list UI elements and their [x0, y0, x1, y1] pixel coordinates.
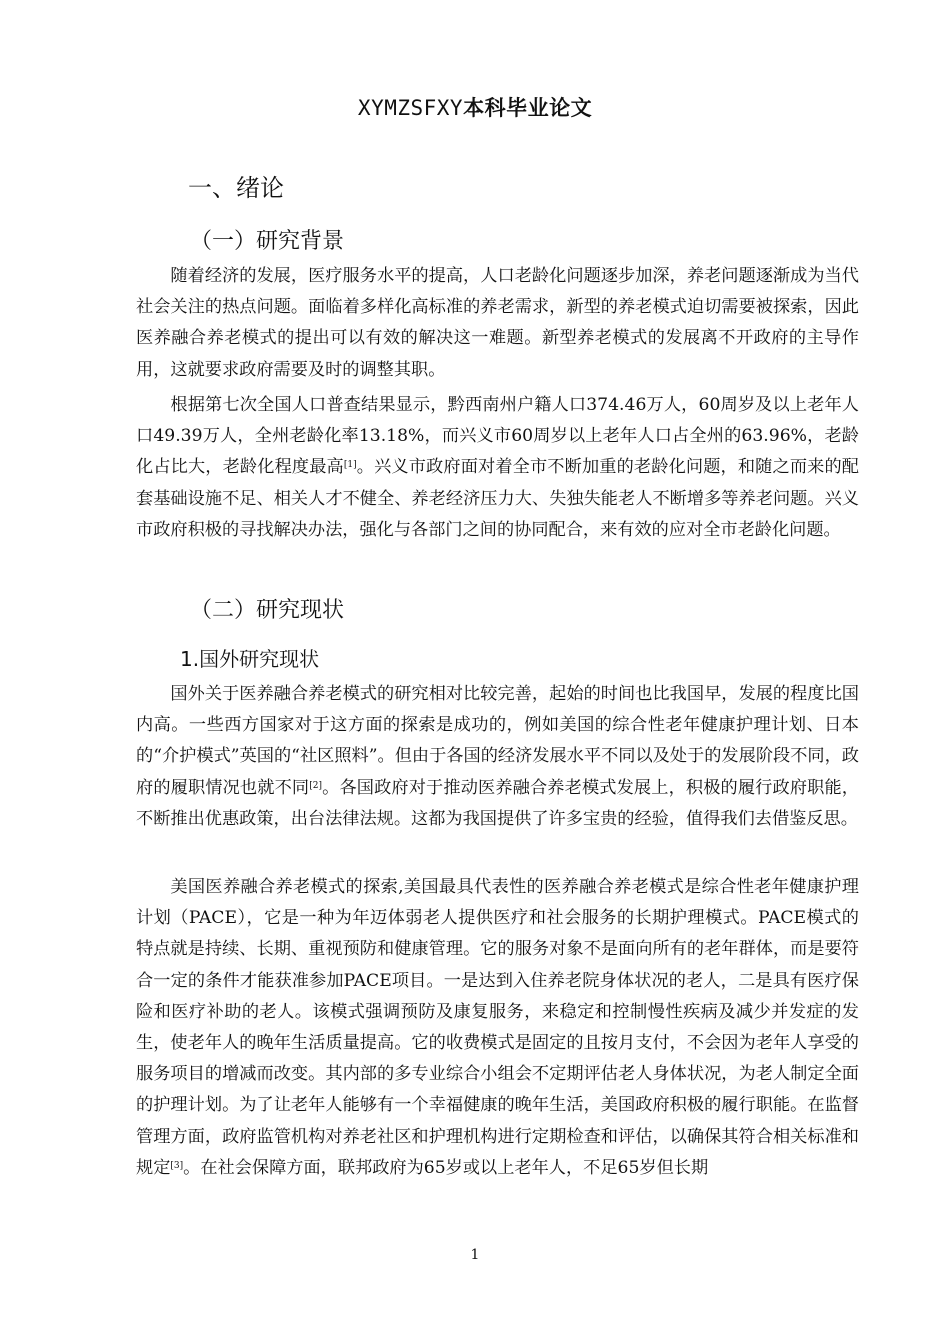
paragraph-text: 国外关于医养融合养老模式的研究相对比较完善，起始的时间也比我国早，发展的程度比国内高。一些西方国家对于这方面的探索是成功的，例如美国的综合性老年健康护理计划、日本的“介护模式”英国的“社区照料”。但由于各国的经济发展水平不同以及处于的发展阶段不同，政府的履职情况也就不同 [136, 684, 859, 798]
section-title-background: （一）研究背景 [190, 229, 345, 254]
paragraph-background-1: 随着经济的发展，医疗服务水平的提高，人口老龄化问题逐步加深，养老问题逐渐成为当代社会关注的热点问题。面临着多样化高标准的养老需求，新型的养老模式迫切需要被探索，因此医养融合养老模式的提出可以有效的解决这一难题。新型养老模式的发展离不开政府的主导作用，这就要求政府需要及时的调整其职。 [136, 266, 859, 380]
header-code: XYMZSFXY [357, 96, 464, 120]
paragraph-text: 。在社会保障方面，联邦政府为65岁或以上老年人，不足65岁但长期 [183, 1157, 709, 1178]
paragraph-background-2 [136, 390, 859, 546]
paragraph-text: 。各国政府对于推动医养融合养老模式发展上，积极的履行政府职能，不断推出优惠政策，出台法律法规。这都为我国提供了许多宝贵的经验，值得我们去借鉴反思。 [136, 777, 859, 829]
section-title-status: （二）研究现状 [190, 598, 345, 623]
paragraph-text: 。兴义市政府面对着全市不断加重的老龄化问题，和随之而来的配套基础设施不足、相关人才不健全、养老经济压力大、失独失能老人不断增多等养老问题。兴义市政府积极的寻找解决办法，强化与各部门之间的协同配合，来有效的应对全市老龄化问题。 [136, 457, 859, 540]
header-title: 本科毕业论文 [463, 96, 593, 120]
paragraph-text: 美国医养融合养老模式的探索,美国最具代表性的医养融合养老模式是综合性老年健康护理计划（PACE），它是一种为年迈体弱老人提供医疗和社会服务的长期护理模式。PACE模式的特点就是持续、长期、重视预防和健康管理。它的服务对象不是面向所有的老年群体，而是要符合一定的条件才能获准参加PACE项目。一是达到入住养老院身体状况的老人，二是具有医疗保险和医疗补助的老人。该模式强调预防及康复服务，来稳定和控制慢性疾病及减少并发症的发生，使老年人的晚年生活质量提高。它的收费模式是固定的且按月支付，不会因为老年人享受的服务项目的增减而改变。其内部的多专业综合小组会不定期评估老人身体状况，为老人制定全面的护理计划。为了让老年人能够有一个幸福健康的晚年生活，美国政府积极的履行职能。在监督管理方面，政府监管机构对养老社区和护理机构进行定期检查和评估，以确保其符合相关标准和规定 [136, 877, 859, 1178]
paragraph-foreign-1 [136, 679, 859, 835]
paragraph-foreign-2 [136, 872, 859, 1184]
chapter-title: 一、绪论 [188, 174, 284, 202]
page-header [0, 92, 950, 122]
paragraph-text: 根据第七次全国人口普查结果显示，黔西南州户籍人口374.46万人，60周岁及以上老年人口49.39万人，全州老龄化率13.18%，而兴义市60周岁以上老年人口占全州的63.96%，老龄化占比大，老龄化程度最高 [136, 395, 859, 478]
subsection-title-foreign: 1.国外研究现状 [180, 647, 320, 671]
citation-ref: [3] [170, 1160, 184, 1171]
citation-ref: [2] [309, 780, 322, 791]
citation-ref: [1] [343, 460, 357, 471]
page-number: 1 [470, 1247, 480, 1263]
